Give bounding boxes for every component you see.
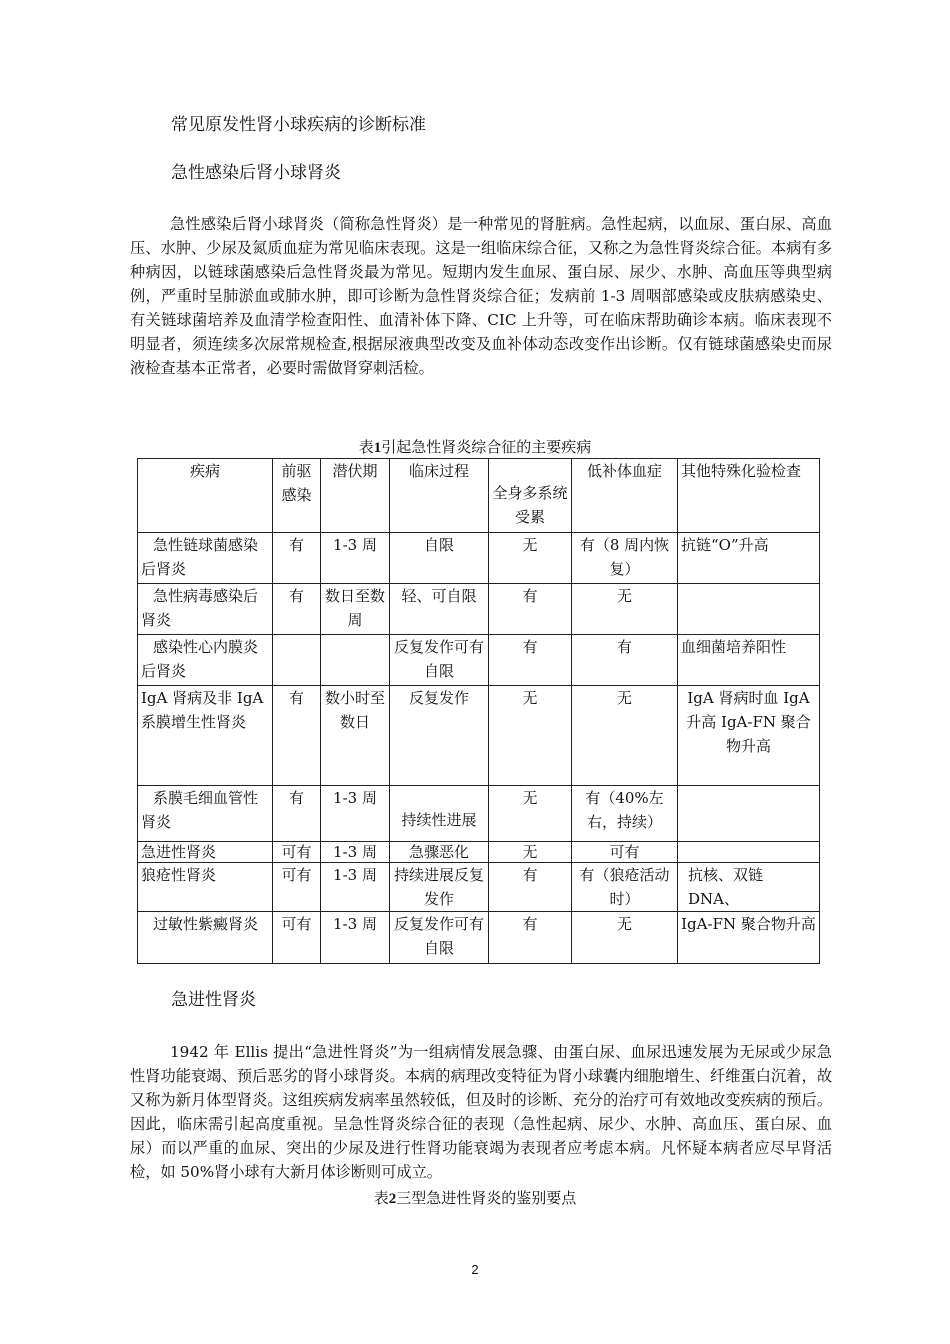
table1-header-cell: 低补体血症 [572, 459, 678, 533]
table1-cell: 急骤恶化 [390, 842, 489, 863]
table1-cell: 持续性进展 [390, 786, 489, 842]
page-number: 2 [471, 1262, 479, 1277]
table1-cell: 可有 [273, 863, 321, 912]
table1-cell: 反复发作可有自限 [390, 635, 489, 686]
table1-caption-prefix: 表 [358, 438, 374, 456]
table1-cell: 有（8 周内恢复） [572, 533, 678, 584]
table1-cell: 有 [489, 912, 572, 964]
table1-cell: 无 [489, 786, 572, 842]
table1-cell: 无 [489, 842, 572, 863]
table1-cell: 有（狼疮活动时） [572, 863, 678, 912]
table1-cell: 持续进展反复发作 [390, 863, 489, 912]
table1-cell: 有 [489, 584, 572, 635]
table-row [138, 786, 820, 842]
table1-cell: 感染性心内膜炎后肾炎 [138, 635, 273, 686]
table1-cell [321, 635, 390, 686]
table-row [138, 584, 820, 635]
table-row [138, 686, 820, 786]
table1-cell: 1-3 周 [321, 912, 390, 964]
table1-cell: IgA 肾病时血 IgA 升高 IgA-FN 聚合物升高 [678, 686, 820, 786]
table1-cell [273, 635, 321, 686]
table1-cell: IgA 肾病及非 IgA 系膜增生性肾炎 [138, 686, 273, 786]
section-heading-acute-nephritis: 急性感染后肾小球肾炎 [171, 163, 341, 183]
table1-cell: 有 [572, 635, 678, 686]
table1-cell: 反复发作可有自限 [390, 912, 489, 964]
table1-cell: 数日至数周 [321, 584, 390, 635]
table1-header-cell: 全身多系统受累 [489, 459, 572, 533]
table1-cell: 无 [489, 533, 572, 584]
document-title: 常见原发性肾小球疾病的诊断标准 [171, 115, 426, 135]
table1-caption-text: 引起急性肾炎综合征的主要疾病 [381, 438, 592, 456]
table1-cell [678, 786, 820, 842]
table-row [138, 533, 820, 584]
table1-cell: 有 [273, 533, 321, 584]
table2-caption-prefix: 表 [373, 1189, 389, 1207]
paragraph-acute-nephritis: 急性感染后肾小球肾炎（简称急性肾炎）是一种常见的肾脏病。急性起病，以血尿、蛋白尿、高血压、水肿、少尿及氮质血症为常见临床表现。这是一组临床综合征，又称之为急性肾炎综合征。本病有多种病因，以链球菌感染后急性肾炎最为常见。短期内发生血尿、蛋白尿、尿少、水肿、高血压等典型病例，严重时呈肺淤血或肺水肿，即可诊断为急性肾炎综合征；发病前 1-3 周咽部感染或皮肤病感染史、有关链球菌培养及血清学检查阳性、血清补体下降、CIC 上升等，可在临床帮助确诊本病。临床表现不明显者，须连续多次尿常规检查,根据尿液典型改变及血补体动态改变作出诊断。仅有链球菌感染史而尿液检查基本正常者，必要时需做肾穿刺活检。 [130, 215, 832, 377]
table1-header-cell: 前驱感染 [273, 459, 321, 533]
table1-cell: 1-3 周 [321, 533, 390, 584]
table1-cell: 急性病毒感染后肾炎 [138, 584, 273, 635]
table1-cell: 抗链“O”升高 [678, 533, 820, 584]
section-heading-rpgn: 急进性肾炎 [171, 990, 256, 1010]
table1-cell: 无 [489, 686, 572, 786]
table1-cell: 有 [273, 786, 321, 842]
table1-cell: 1-3 周 [321, 863, 390, 912]
table1-cell: 反复发作 [390, 686, 489, 786]
table-row [138, 842, 820, 863]
table1-cell: 过敏性紫癜肾炎 [138, 912, 273, 964]
table-row [138, 863, 820, 912]
table2-caption-text: 三型急进性肾炎的鉴别要点 [396, 1189, 577, 1207]
table1-cell: 可有 [273, 842, 321, 863]
table1-cell: 有 [489, 635, 572, 686]
table1-header-cell: 临床过程 [390, 459, 489, 533]
table1-caption [0, 437, 950, 458]
table1-cell: 急进性肾炎 [138, 842, 273, 863]
table1-cell: 有 [273, 686, 321, 786]
table1-header-cell: 疾病 [138, 459, 273, 533]
table1-header-cell: 其他特殊化验检查 [678, 459, 820, 533]
table1 [137, 458, 820, 964]
table2-caption-number: 2 [388, 1191, 397, 1207]
table1-cell: 抗核、双链 DNA、 [678, 863, 820, 912]
table1-cell [678, 842, 820, 863]
table1-cell: 自限 [390, 533, 489, 584]
table-row [138, 912, 820, 964]
paragraph-rpgn: 1942 年 Ellis 提出“急进性肾炎”为一组病情发展急骤、由蛋白尿、血尿迅速发展为无尿或少尿急性肾功能衰竭、预后恶劣的肾小球肾炎。本病的病理改变特征为肾小球囊内细胞增生、纤维蛋白沉着，故又称为新月体型肾炎。这组疾病发病率虽然较低，但及时的诊断、充分的治疗可有效地改变疾病的预后。因此，临床需引起高度重视。呈急性肾炎综合征的表现（急性起病、尿少、水肿、高血压、蛋白尿、血尿）而以严重的血尿、突出的少尿及进行性肾功能衰竭为表现者应考虑本病。凡怀疑本病者应尽早肾活检，如 50%肾小球有大新月体诊断则可成立。 [130, 1043, 832, 1181]
table1-caption-number: 1 [373, 440, 382, 456]
table1-cell: 有 [489, 863, 572, 912]
table1-cell: 无 [572, 686, 678, 786]
table1-header-row [138, 459, 820, 533]
table-row [138, 635, 820, 686]
table1-cell: 无 [572, 912, 678, 964]
table1-cell: 有 [273, 584, 321, 635]
table1-cell: 可有 [273, 912, 321, 964]
table1-cell: 1-3 周 [321, 786, 390, 842]
table1-cell: 1-3 周 [321, 842, 390, 863]
table1-cell: 可有 [572, 842, 678, 863]
table1-cell: 无 [572, 584, 678, 635]
table1-cell: 狼疮性肾炎 [138, 863, 273, 912]
table1-cell: 急性链球菌感染后肾炎 [138, 533, 273, 584]
table1-cell [678, 584, 820, 635]
table1-cell: 血细菌培养阳性 [678, 635, 820, 686]
table1-cell: 有（40%左右，持续） [572, 786, 678, 842]
table1-cell: 轻、可自限 [390, 584, 489, 635]
table1-header-cell: 潜伏期 [321, 459, 390, 533]
table1-cell: 数小时至数日 [321, 686, 390, 786]
table2-caption [0, 1188, 950, 1209]
table1-cell: 系膜毛细血管性肾炎 [138, 786, 273, 842]
table1-cell: IgA-FN 聚合物升高 [678, 912, 820, 964]
